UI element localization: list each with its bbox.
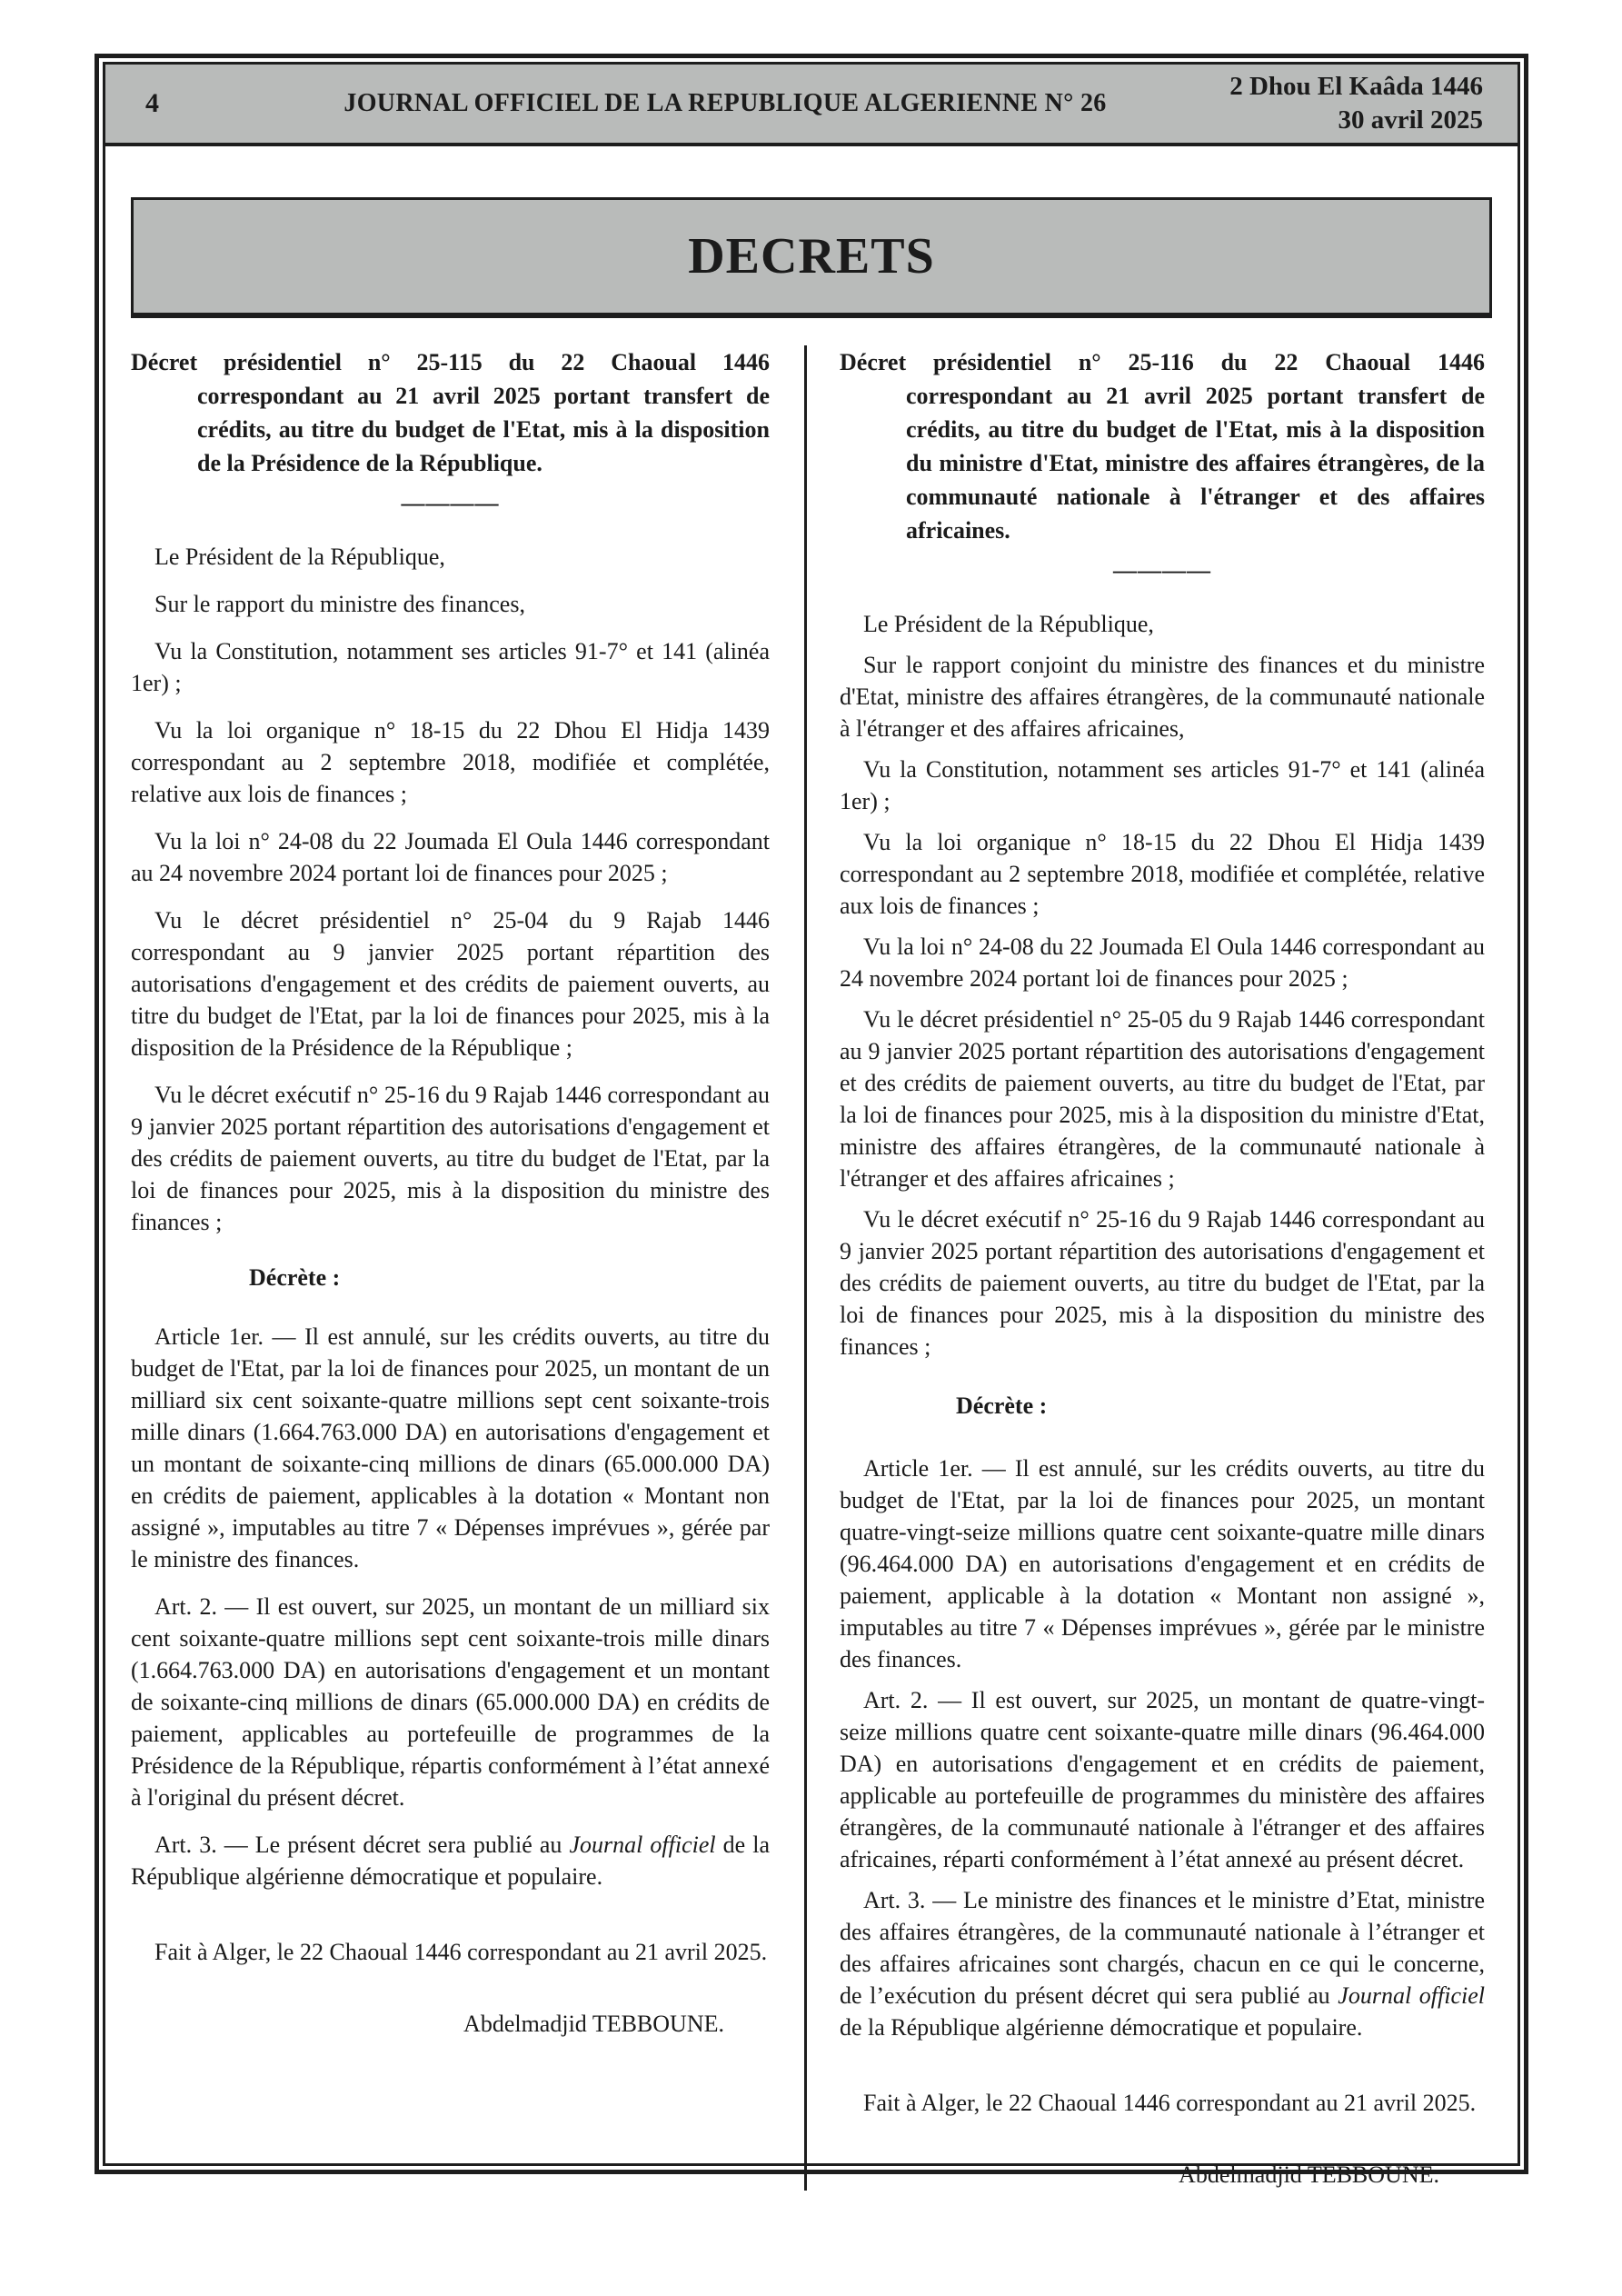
article-3-text: Art. 3. — Le présent décret sera publié au: [154, 1832, 570, 1858]
paragraph-rapport: Sur le rapport du ministre des finances,: [154, 591, 525, 617]
article-2: Art. 2. — Il est ouvert, sur 2025, un montant de quatre-vingt-seize millions quatre cent soixante-quatre mille dinars (96.464.000 DA) en autorisations d'engagement et en crédits de paiement, applicable au portefeuille de programmes du ministère des affaires étrangères, de la communauté nationale à l'étranger et des affaires africaines, réparti conformément à l’état annexé au présent décret.: [840, 1687, 1485, 1872]
page-header: [105, 65, 1518, 146]
paragraph-vu-decret-presidentiel: Vu le décret présidentiel n° 25-05 du 9 Rajab 1446 correspondant au 9 janvier 2025 portant répartition des autorisations d'engagement et des crédits de paiement ouverts, au titre du budget de l'Etat, par la loi de finances pour 2025, mis à la disposition du ministre d'Etat, ministre des affaires étrangères, de la communauté nationale à l'étranger et des affaires africaines ;: [840, 1006, 1485, 1192]
paragraph-vu-loi-24-08: Vu la loi n° 24-08 du 22 Joumada El Oula 1446 correspondant au 24 novembre 2024 portant loi de finances pour 2025 ;: [131, 828, 770, 886]
title-separator: ————: [401, 490, 500, 516]
section-title: DECRETS: [688, 228, 935, 285]
paragraph-vu-decret-executif: Vu le décret exécutif n° 25-16 du 9 Rajab 1446 correspondant au 9 janvier 2025 portant répartition des autorisations d'engagement et des crédits de paiement ouverts, au titre du budget de l'Etat, par la loi de finances pour 2025, mis à la disposition du ministre des finances ;: [131, 1082, 770, 1235]
title-separator: ————: [1113, 557, 1211, 584]
decrete-label: Décrète :: [956, 1393, 1048, 1419]
closing-line: Fait à Alger, le 22 Chaoual 1446 correspondant au 21 avril 2025.: [863, 2090, 1477, 2116]
section-title-box: [131, 197, 1492, 318]
paragraph-president: Le Président de la République,: [154, 544, 445, 570]
article-3-text-end: de la République algérienne démocratique et populaire.: [131, 1832, 771, 1890]
decree-title: Décret présidentiel n° 25-116 du 22 Chaoual 1446 correspondant au 21 avril 2025 portant transfert de crédits, au titre du budget de l'Etat, mis à la disposition du ministre d'Etat, ministre des affaires étrangères, de la communauté nationale à l'étranger et des affaires africaines.: [840, 349, 1485, 544]
page-number: 4: [145, 88, 159, 118]
date-hijri: 2 Dhou El Kaâda 1446: [1229, 72, 1483, 101]
paragraph-vu-decret-presidentiel: Vu le décret présidentiel n° 25-04 du 9 Rajab 1446 correspondant au 9 janvier 2025 portant répartition des autorisations d'engagement et des crédits de paiement ouverts, au titre du budget de l'Etat, par la loi de finances pour 2025, mis à la disposition de la Présidence de la République ;: [131, 907, 770, 1061]
paragraph-vu-loi-24-08: Vu la loi n° 24-08 du 22 Joumada El Oula 1446 correspondant au 24 novembre 2024 portant loi de finances pour 2025 ;: [840, 933, 1485, 992]
article-3: [131, 1829, 770, 1892]
signature: Abdelmadjid TEBBOUNE.: [463, 2011, 724, 2037]
article-3-text: Art. 3. — Le ministre des finances et le ministre d’Etat, ministre des affaires étrangères, de la communauté nationale à l’étranger et des affaires africaines sont chargés, chacun en ce qui le concerne, de l’exécution du présent décret qui sera publié au: [840, 1887, 1485, 2009]
paragraph-rapport-conjoint: Sur le rapport conjoint du ministre des finances et du ministre d'Etat, ministre des affaires étrangères, de la communauté nationale à l'étranger et des affaires africaines,: [840, 652, 1485, 742]
journal-title: JOURNAL OFFICIEL DE LA REPUBLIQUE ALGERIENNE N° 26: [343, 89, 1107, 117]
article-3: [840, 1884, 1485, 2043]
journal-officiel-italic: Journal officiel: [569, 1832, 716, 1858]
paragraph-president: Le Président de la République,: [863, 611, 1154, 637]
decree-25-115-column: [131, 345, 770, 2191]
paragraph-vu-constitution: Vu la Constitution, notamment ses articles 91-7° et 141 (alinéa 1er) ;: [840, 756, 1485, 814]
paragraph-vu-decret-executif: Vu le décret exécutif n° 25-16 du 9 Rajab 1446 correspondant au 9 janvier 2025 portant répartition des autorisations d'engagement et des crédits de paiement ouverts, au titre du budget de l'Etat, par la loi de finances pour 2025, mis à la disposition du ministre des finances ;: [840, 1206, 1485, 1360]
date-gregorian: 30 avril 2025: [1338, 105, 1483, 135]
article-2: Art. 2. — Il est ouvert, sur 2025, un montant de un milliard six cent soixante-quatre millions sept cent soixante-trois mille dinars (1.664.763.000 DA) en autorisations d'engagement et un montant de soixante-cinq millions de dinars (65.000.000 DA) en crédits de paiement, applicables au portefeuille de programmes de la Présidence de la République, répartis conformément à l’état annexé à l'original du présent décret.: [131, 1593, 770, 1811]
closing-line: Fait à Alger, le 22 Chaoual 1446 correspondant au 21 avril 2025.: [154, 1939, 768, 1965]
paragraph-vu-constitution: Vu la Constitution, notamment ses articles 91-7° et 141 (alinéa 1er) ;: [131, 638, 770, 696]
paragraph-vu-loi-organique: Vu la loi organique n° 18-15 du 22 Dhou El Hidja 1439 correspondant au 2 septembre 2018, modifiée et complétée, relative aux lois de finances ;: [131, 717, 770, 807]
article-3-text-end: de la République algérienne démocratique et populaire.: [840, 2014, 1363, 2041]
paragraph-vu-loi-organique: Vu la loi organique n° 18-15 du 22 Dhou El Hidja 1439 correspondant au 2 septembre 2018, modifiée et complétée, relative aux lois de finances ;: [840, 829, 1485, 919]
article-1: Article 1er. — Il est annulé, sur les crédits ouverts, au titre du budget de l'Etat, par la loi de finances pour 2025, un montant quatre-vingt-seize millions quatre cent soixante-quatre mille dinars (96.464.000 DA) en autorisations d'engagement et en crédits de paiement, applicable à la dotation « Montant non assigné », imputables au titre 7 « Dépenses imprévues », gérée par le ministre des finances.: [840, 1455, 1485, 1672]
decree-title: Décret présidentiel n° 25-115 du 22 Chaoual 1446 correspondant au 21 avril 2025 portant transfert de crédits, au titre du budget de l'Etat, mis à la disposition de la Présidence de la République.: [131, 349, 770, 476]
journal-officiel-italic: Journal officiel: [1338, 1982, 1485, 2009]
column-divider: [804, 345, 807, 2191]
article-1: Article 1er. — Il est annulé, sur les crédits ouverts, au titre du budget de l'Etat, par la loi de finances pour 2025, un montant de un milliard six cent soixante-quatre millions sept cent soixante-trois mille dinars (1.664.763.000 DA) en autorisations d'engagement et un montant de soixante-cinq millions de dinars (65.000.000 DA) en crédits de paiement, applicables à la dotation « Montant non assigné », imputables au titre 7 « Dépenses imprévues », gérée par le ministre des finances.: [131, 1323, 770, 1572]
decrete-label: Décrète :: [249, 1264, 341, 1291]
issue-dates: [1209, 70, 1518, 137]
decree-25-116-column: [840, 345, 1485, 2191]
page-frame-inner: [103, 62, 1520, 2188]
page-frame-outer: [95, 54, 1528, 2188]
decree-columns: [105, 345, 1518, 2191]
signature: Abdelmadjid TEBBOUNE.: [1179, 2161, 1439, 2188]
